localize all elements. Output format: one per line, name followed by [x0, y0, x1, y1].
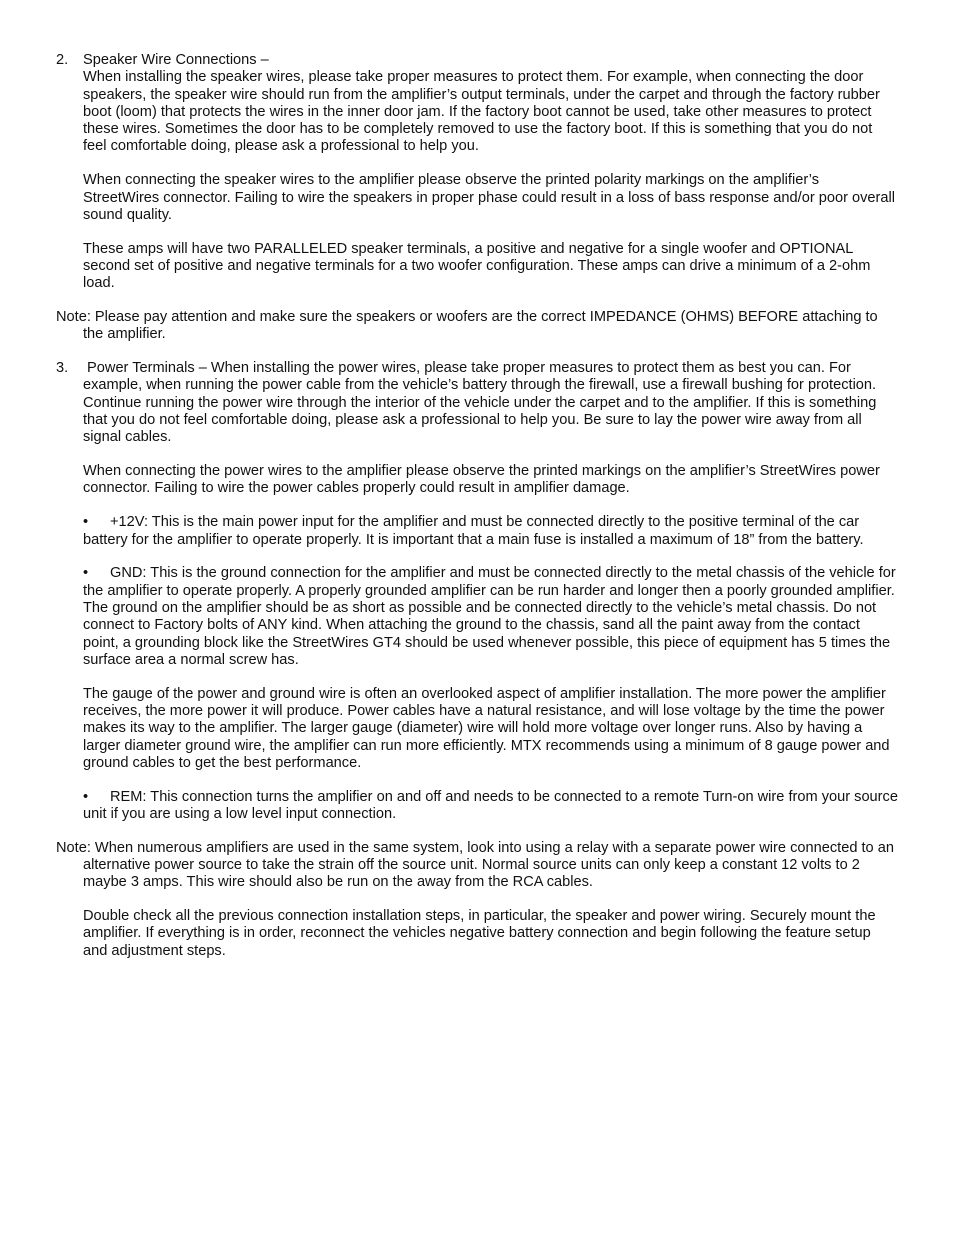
item-3-power-terminals — [56, 360, 898, 446]
bullet-item-rem — [56, 789, 898, 824]
paragraph: When connecting the power wires to the amplifier please observe the printed markings on the amplifier’s StreetWires power connector. Failing to wire the power cables properly could result in amplifier damage. — [83, 463, 880, 497]
bullet-item-gnd — [56, 565, 898, 669]
bullet-item-12v — [56, 514, 898, 549]
closing-paragraph: Double check all the previous connection installation steps, in particular, the speaker and power wiring. Securely mount the amplifier. If everything is in order, reconnect the vehicles negative battery connection and begin following the feature setup and adjustment steps. — [83, 908, 876, 959]
bullet-icon: • — [83, 565, 89, 582]
note-paragraph: Note: When numerous amplifiers are used in the same system, look into using a relay with a separate power wire connected to an alternative power source to take the strain off the source unit. Normal source units can only keep a constant 12 volts to 2 maybe 3 amps. This wire should also be run on the away from the RCA cables. — [56, 839, 894, 891]
item-number: 2. — [56, 52, 69, 68]
paragraph: When installing the speaker wires, please take proper measures to protect them. For example, when connecting the door speakers, the speaker wire should run from the amplifier’s output terminals, under the carpet and through the factory rubber boot (loom) that protects the wires in the inner door jam. If the factory boot cannot be used, take other measures to protect these wires. Sometimes the door has to be completely removed to use the factory boot. If this is something that you do not feel comfortable doing, please ask a professional to help you. — [83, 69, 880, 155]
paragraph: These amps will have two PARALLELED speaker terminals, a positive and negative for a single woofer and OPTIONAL second set of positive and negative terminals for a two woofer configuration. These amps can drive a minimum of a 2-ohm load. — [83, 240, 871, 292]
bullet-text: GND: This is the ground connection for the amplifier and must be connected directly to the metal chassis of the vehicle for the amplifier to operate properly. A properly grounded amplifier can be run harder and longer then a poorly grounded amplifier. The ground on the amplifier should be as short as possible and be connected directly to the vehicle’s metal chassis. Do not connect to Factory bolts of ANY kind. When attaching the ground to the chassis, sand all the paint away from the contact point, a grounding block like the StreetWires GT4 should be used whenever possible, this piece of equipment has 5 times the surface area a normal screw has. — [83, 565, 896, 668]
item-number: 3. — [56, 360, 69, 377]
item-2-speaker-wire — [56, 52, 898, 156]
bullet-text: +12V: This is the main power input for the amplifier and must be connected directly to the positive terminal of the car battery for the amplifier to operate properly. It is important that a main fuse is installed a maximum of 18” from the battery. — [83, 514, 864, 548]
paragraph: The gauge of the power and ground wire is often an overlooked aspect of amplifier installation. The more power the amplifier receives, the more power it will produce. Power cables have a natural resistance, and will lose voltage by the time the power makes its way to the amplifier. The larger gauge (diameter) wire will hold more voltage over longer runs. Also by having a larger diameter ground wire, the amplifier can run more efficiently. MTX recommends using a minimum of 8 gauge power and ground cables to get the best performance. — [83, 685, 890, 771]
paragraph: When connecting the speaker wires to the amplifier please observe the printed polarity markings on the amplifier’s StreetWires connector. Failing to wire the speakers in proper phase could result in a loss of bass response and/or poor overall sound quality. — [83, 172, 895, 223]
note-paragraph: Note: Please pay attention and make sure the speakers or woofers are the correct IMPEDANCE (OHMS) BEFORE attaching to the amplifier. — [56, 309, 878, 343]
document-page — [56, 52, 898, 976]
bullet-icon: • — [83, 514, 89, 531]
bullet-text: REM: This connection turns the amplifier on and off and needs to be connected to a remote Turn-on wire from your source unit if you are using a low level input connection. — [83, 788, 898, 822]
item-heading: Speaker Wire Connections – — [83, 52, 269, 68]
bullet-icon: • — [83, 788, 89, 805]
paragraph: Power Terminals – When installing the power wires, please take proper measures to protect them as best you can. For example, when running the power cable from the vehicle’s battery through the firewall, use a firewall bushing for protection. Continue running the power wire through the interior of the vehicle under the carpet and to the amplifier. If this is something that you do not feel comfortable doing, please ask a professional to help you. Be sure to lay the power wire away from all signal cables. — [83, 360, 877, 446]
